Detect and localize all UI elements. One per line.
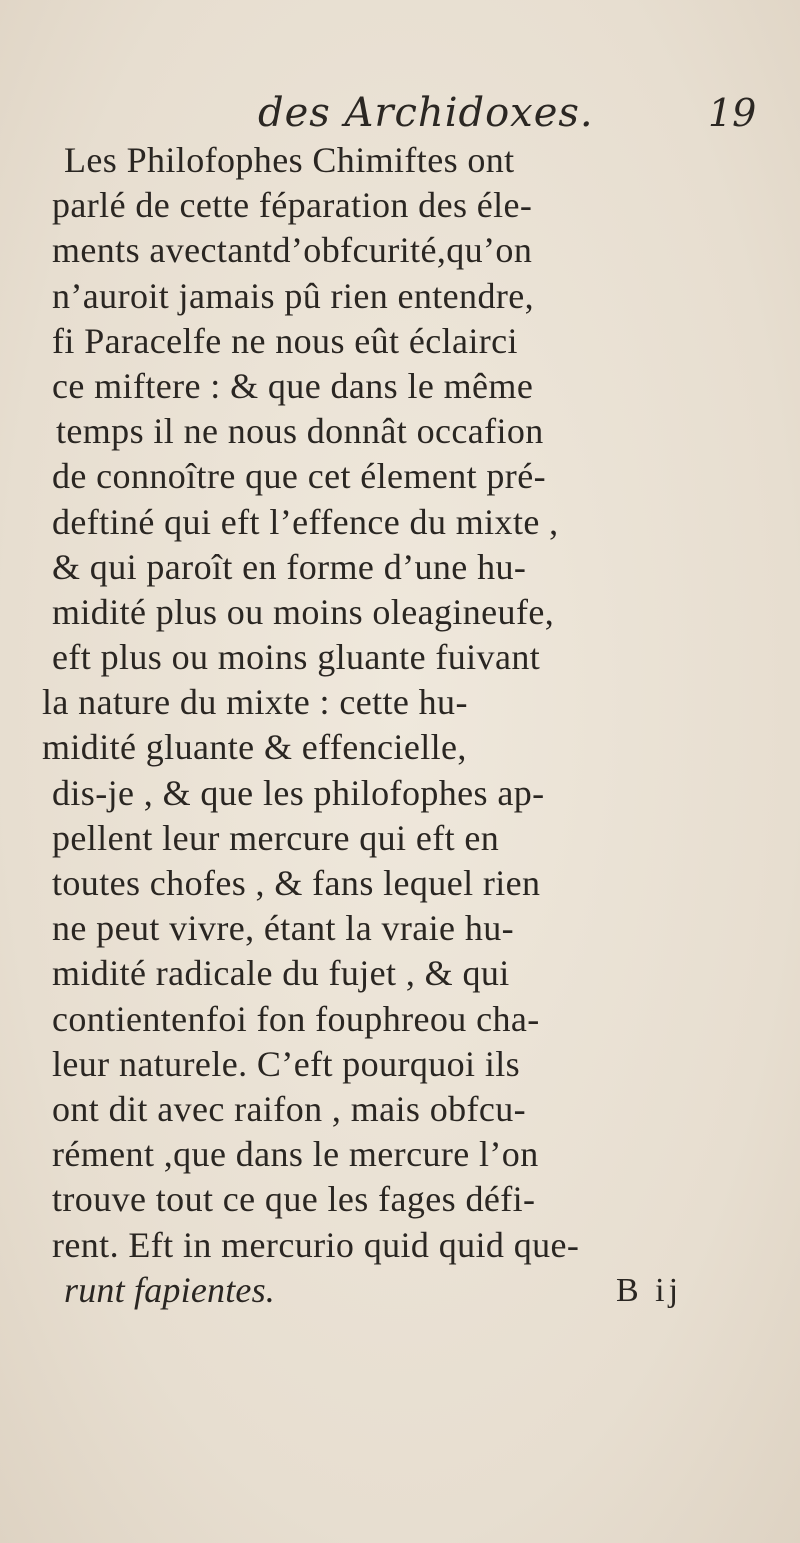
text-line: ments avectantd’obfcurité,qu’on <box>52 230 533 271</box>
text-line: la nature du mixte : cette hu- <box>42 682 468 723</box>
latin-phrase-end: runt fapientes. <box>64 1269 275 1310</box>
running-title: des Archidoxes. <box>258 90 594 136</box>
text-line: rément ,que dans le mercure l’on <box>52 1134 539 1175</box>
text-line-latin-start: rent. Eft in mercurio quid quid que- <box>52 1224 580 1265</box>
text-line: deftiné qui eft l’effence du mixte , <box>52 501 559 542</box>
text-line: temps il ne nous donnât occafion <box>56 411 544 452</box>
text-line: leur naturele. C’eft pourquoi ils <box>52 1043 521 1084</box>
running-head <box>0 88 800 138</box>
body-text <box>42 138 772 1313</box>
signature-mark: B ij <box>616 1271 683 1309</box>
text-line: & qui paroît en forme d’une hu- <box>52 546 527 587</box>
text-line: Les Philofophes Chimiftes ont <box>64 140 515 180</box>
text-line: dis-je , & que les philofophes ap- <box>52 772 545 813</box>
text-line: ne peut vivre, étant la vraie hu- <box>52 908 515 949</box>
text-line-latin-end <box>42 1268 772 1313</box>
text-line: midité radicale du fujet , & qui <box>52 953 510 994</box>
text-line: fi Paracelfe ne nous eût éclairci <box>52 320 518 361</box>
text-line: ont dit avec raifon , mais obfcu- <box>52 1088 527 1129</box>
text-line: toutes chofes , & fans lequel rien <box>52 863 541 903</box>
text-line: contientenfoi fon fouphreou cha- <box>52 998 540 1039</box>
page-number: 19 <box>708 91 757 135</box>
text-line: parlé de cette féparation des éle- <box>52 185 533 226</box>
text-line: midité plus ou moins oleagineufe, <box>52 591 555 632</box>
text-line: midité gluante & effencielle, <box>42 727 467 768</box>
text-line: pellent leur mercure qui eft en <box>52 817 500 858</box>
text-line: de connoître que cet élement pré- <box>52 456 546 497</box>
text-line: trouve tout ce que les fages défi- <box>52 1179 536 1220</box>
text-line: n’auroit jamais pû rien entendre, <box>52 275 535 316</box>
text-line: eft plus ou moins gluante fuivant <box>52 637 541 678</box>
text-line: ce miftere : & que dans le même <box>52 365 534 406</box>
